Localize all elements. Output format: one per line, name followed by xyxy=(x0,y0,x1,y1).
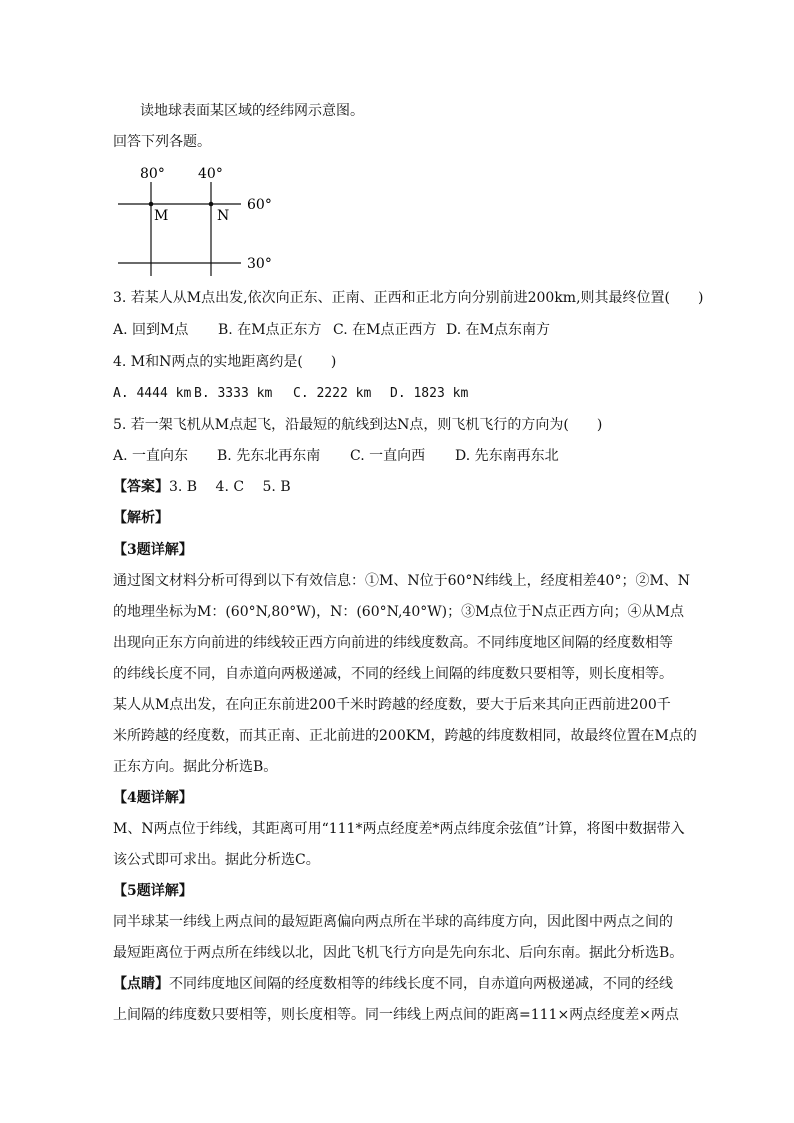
q4-option-d: D. 1823 km xyxy=(390,386,469,401)
q4-stem: 4. M和N两点的实地距离约是( ) xyxy=(113,354,337,370)
analysis-label: 【解析】 xyxy=(113,510,169,526)
q3-option-c: C. 在M点正西方 xyxy=(333,322,437,338)
q5-detail-line: 最短距离位于两点所在纬线以北，因此飞机飞行方向是先向东北、后向东南。据此分析选B。 xyxy=(113,945,684,961)
q3-option-a: A. 回到M点 xyxy=(113,322,189,338)
q5-options xyxy=(113,446,559,466)
lat-30-label: 30° xyxy=(247,256,272,272)
intro-text: 读地球表面某区域的经纬网示意图。 xyxy=(140,103,364,119)
q3-option-d: D. 在M点东南方 xyxy=(446,322,550,338)
point-m-marker xyxy=(149,202,154,207)
answer-label: 【答案】 xyxy=(113,479,169,495)
q3-detail-line: 米所跨越的经度数，而其正南、正北前进的200KM，跨越的纬度数相同，故最终位置在M点的 xyxy=(113,728,697,744)
q3-options xyxy=(113,320,550,340)
q3-detail-label: 【3题详解】 xyxy=(113,542,193,558)
answer-values: 3. B 4. C 5. B xyxy=(169,479,291,495)
q5-option-b: B. 先东北再东南 xyxy=(217,448,321,464)
lon-80-label: 80° xyxy=(140,166,165,182)
q3-detail-line: 通过图文材料分析可得到以下有效信息：①M、N位于60°N纬线上，经度相差40°；②M、N xyxy=(113,573,691,589)
tip-line: 上间隔的纬度数只要相等，则长度相等。同一纬线上两点间的距离=111×两点经度差×两点 xyxy=(113,1007,679,1023)
point-m-label: M xyxy=(154,208,169,224)
tip-text: 不同纬度地区间隔的经度数相等的纬线长度不同，自赤道向两极递减，不同的经线 xyxy=(169,976,673,992)
q5-stem: 5. 若一架飞机从M点起飞，沿最短的航线到达N点，则飞机飞行的方向为( ) xyxy=(113,417,603,433)
q3-detail-line: 的纬线长度不同，自赤道向两极递减，不同的经线上间隔的纬度数只要相等，则长度相等。 xyxy=(113,666,673,682)
prompt-text: 回答下列各题。 xyxy=(113,134,211,150)
lat-long-grid-figure xyxy=(113,160,283,280)
q5-detail-line: 同半球某一纬线上两点间的最短距离偏向两点所在半球的高纬度方向，因此图中两点之间的 xyxy=(113,914,673,930)
tip-label: 【点睛】 xyxy=(113,976,169,992)
q3-detail-line: 的地理坐标为M：(60°N,80°W)，N：(60°N,40°W)；③M点位于N点正西方向；④从M点 xyxy=(113,604,684,620)
q3-detail-line: 出现向正东方向前进的纬线较正西方向前进的纬线度数高。不同纬度地区间隔的经度数相等 xyxy=(113,635,673,651)
q3-stem: 3. 若某人从M点出发,依次向正东、正南、正西和正北方向分别前进200km,则其最终位置( ) xyxy=(113,290,704,306)
point-n-marker xyxy=(209,202,214,207)
q3-detail-line: 正东方向。据此分析选B。 xyxy=(113,759,278,775)
q4-option-b: B. 3333 km xyxy=(194,386,273,401)
point-n-label: N xyxy=(217,208,230,224)
q5-option-c: C. 一直向西 xyxy=(350,448,426,464)
q4-options xyxy=(113,384,468,404)
q4-option-c: C. 2222 km xyxy=(293,386,372,401)
q3-detail-line: 某人从M点出发，在向正东前进200千米时跨越的经度数，要大于后来其向正西前进200千 xyxy=(113,697,671,713)
tip-line xyxy=(113,974,673,994)
lat-60-label: 60° xyxy=(247,197,272,213)
q5-option-d: D. 先东南再东北 xyxy=(455,448,559,464)
q4-detail-line: 该公式即可求出。据此分析选C。 xyxy=(113,852,320,868)
lon-40-label: 40° xyxy=(198,166,223,182)
q5-option-a: A. 一直向东 xyxy=(113,448,189,464)
q4-detail-label: 【4题详解】 xyxy=(113,790,193,806)
q3-option-b: B. 在M点正东方 xyxy=(218,322,322,338)
q4-option-a: A. 4444 km xyxy=(113,386,192,401)
q5-detail-label: 【5题详解】 xyxy=(113,883,193,899)
q4-detail-line: M、N两点位于纬线，其距离可用“111*两点经度差*两点纬度余弦值”计算，将图中数据带入 xyxy=(113,821,685,837)
answer-line xyxy=(113,477,291,497)
